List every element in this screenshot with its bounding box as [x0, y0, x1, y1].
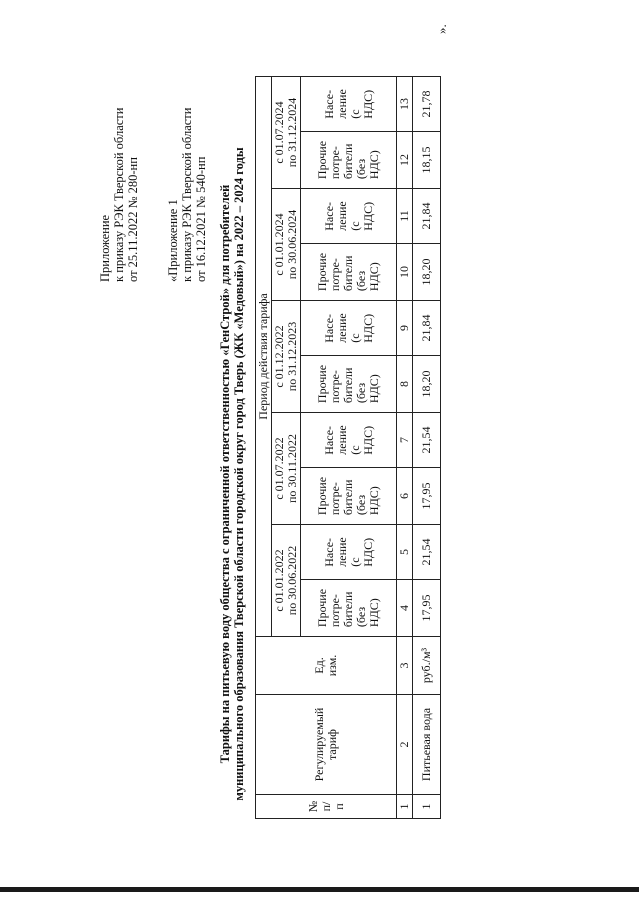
- col-number: 8: [397, 356, 413, 413]
- closing-quote: ».: [434, 24, 449, 34]
- header-tariff: Регулируемый тариф: [256, 695, 397, 795]
- col-number: 6: [397, 468, 413, 525]
- row-value: 21,54: [413, 413, 441, 468]
- group-other-2: Прочие потре- бители (без НДС): [301, 468, 397, 525]
- appendix-line-2: к приказу РЭК Тверской области: [112, 107, 126, 282]
- col-number: 3: [397, 637, 413, 695]
- row-value: 17,95: [413, 580, 441, 637]
- row-value: 21,54: [413, 525, 441, 580]
- col-number: 9: [397, 301, 413, 356]
- row-name: Питьевая вода: [413, 695, 441, 795]
- group-other-1: Прочие потре- бители (без НДС): [301, 580, 397, 637]
- col-number: 5: [397, 525, 413, 580]
- row-value: 18,20: [413, 356, 441, 413]
- group-population-4: Насе- ление (с НДС): [301, 189, 397, 244]
- group-other-3: Прочие потре- бители (без НДС): [301, 356, 397, 413]
- col-number: 11: [397, 189, 413, 244]
- row-value: 21,78: [413, 76, 441, 131]
- period-3: с 01.12.2022 по 31.12.2023: [272, 301, 301, 413]
- row-value: 18,15: [413, 132, 441, 189]
- header-row-period: [256, 76, 272, 818]
- col-number: 4: [397, 580, 413, 637]
- appendix-line-3: от 25.11.2022 № 280-нп: [126, 157, 140, 282]
- title-line-2: муниципального образования Тверской области городской округ город Тверь (ЖК «Медовый») на 2022 – 2024 годы: [232, 147, 246, 801]
- group-population-1: Насе- ление (с НДС): [301, 525, 397, 580]
- header-unit: Ед. изм.: [256, 637, 397, 695]
- col-number: 13: [397, 76, 413, 131]
- group-population-3: Насе- ление (с НДС): [301, 301, 397, 356]
- row-unit: руб./м³: [413, 637, 441, 695]
- row-value: 18,20: [413, 244, 441, 301]
- tariff-table: [255, 76, 441, 819]
- period-2: с 01.07.2022 по 30.11.2022: [272, 413, 301, 525]
- col-number: 2: [397, 695, 413, 795]
- prior-appendix-header: [166, 108, 208, 282]
- period-1: с 01.01.2022 по 30.06.2022: [272, 525, 301, 637]
- col-number: 10: [397, 244, 413, 301]
- period-5: с 01.07.2024 по 31.12.2024: [272, 76, 301, 188]
- prior-appendix-line-1: «Приложение 1: [166, 199, 180, 282]
- row-value: 17,95: [413, 468, 441, 525]
- page-edge-divider: [0, 887, 639, 892]
- prior-appendix-line-3: от 16.12.2021 № 540-нп: [194, 156, 208, 282]
- col-number: 7: [397, 413, 413, 468]
- header-num: № п/ п: [256, 795, 397, 819]
- col-number: 1: [397, 795, 413, 819]
- header-period: Период действия тарифа: [256, 76, 272, 636]
- appendix-line-1: Приложение: [98, 214, 112, 282]
- prior-appendix-line-2: к приказу РЭК Тверской области: [180, 107, 194, 282]
- row-value: 21,84: [413, 301, 441, 356]
- group-population-2: Насе- ление (с НДС): [301, 413, 397, 468]
- title-line-1: Тарифы на питьевую воду общества с ограниченной ответственностью «ГенСтрой» для потребителей: [218, 184, 232, 764]
- appendix-header: [98, 108, 140, 282]
- row-value: 21,84: [413, 189, 441, 244]
- col-number: 12: [397, 132, 413, 189]
- document-title: [218, 84, 246, 864]
- period-4: с 01.01.2024 по 30.06.2024: [272, 189, 301, 301]
- group-other-5: Прочие потре- бители (без НДС): [301, 132, 397, 189]
- group-population-5: Насе- ление (с НДС): [301, 76, 397, 131]
- column-number-row: [397, 76, 413, 818]
- group-other-4: Прочие потре- бители (без НДС): [301, 244, 397, 301]
- table-row: [413, 76, 441, 818]
- row-num: 1: [413, 795, 441, 819]
